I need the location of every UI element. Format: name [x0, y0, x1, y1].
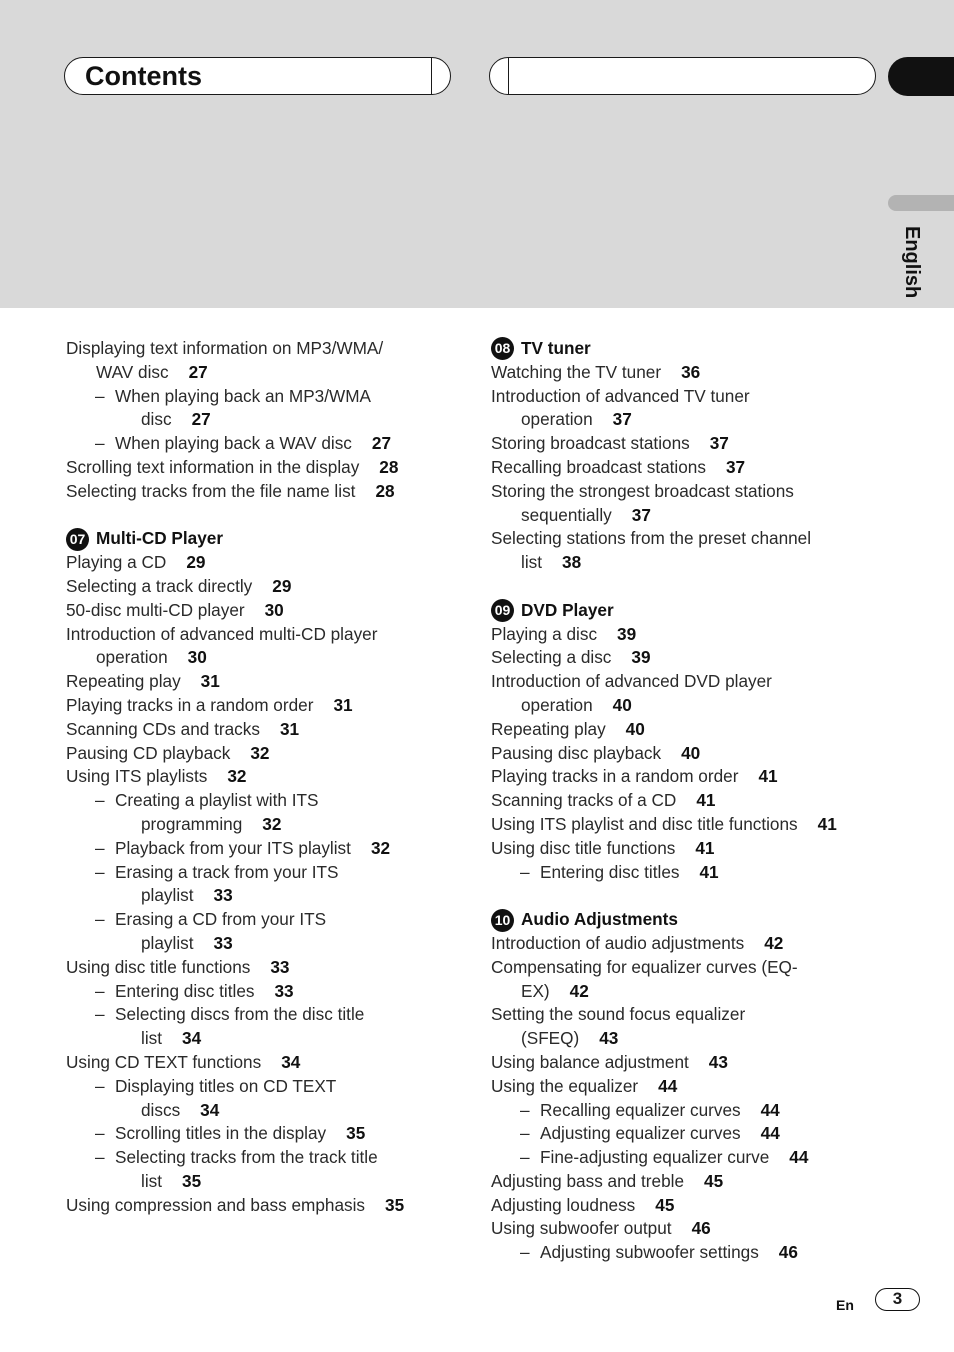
- toc-entry-text: (SFEQ): [521, 1028, 580, 1049]
- toc-entry[interactable]: [66, 908, 456, 932]
- toc-entry[interactable]: [66, 623, 456, 647]
- toc-page-number: 32: [370, 837, 391, 858]
- toc-entry-text: Scanning tracks of a CD: [491, 790, 677, 811]
- toc-entry[interactable]: [491, 765, 891, 789]
- toc-page-number: 42: [569, 980, 589, 1001]
- section-number-badge: 07: [66, 528, 89, 551]
- toc-page-number: 34: [281, 1051, 301, 1072]
- toc-entry[interactable]: [491, 980, 891, 1004]
- toc-entry-text: – Erasing a CD from your ITS: [115, 909, 326, 929]
- toc-page-number: 32: [227, 766, 247, 787]
- toc-entry-text: Selecting a track directly: [66, 575, 253, 596]
- toc-entry-text: Adjusting bass and treble: [491, 1170, 685, 1191]
- section-heading[interactable]: [491, 908, 891, 932]
- section-gap: [66, 504, 456, 528]
- toc-entry[interactable]: [491, 813, 891, 837]
- toc-page-number: 29: [272, 575, 292, 596]
- toc-entry[interactable]: [491, 1027, 891, 1051]
- toc-entry-text: EX): [521, 980, 550, 1001]
- toc-entry-text: list: [521, 552, 543, 573]
- toc-page-number: 42: [764, 932, 784, 953]
- toc-page-number: 29: [186, 552, 206, 573]
- pill-divider: [431, 58, 432, 94]
- toc-entry-text: Using CD TEXT functions: [66, 1051, 262, 1072]
- toc-entry-text: – Creating a playlist with ITS: [115, 790, 318, 810]
- toc-entry-text: Using disc title functions: [491, 837, 676, 858]
- toc-entry[interactable]: [491, 1146, 891, 1170]
- toc-page-number: 46: [691, 1218, 711, 1239]
- toc-entry-text: Introduction of advanced multi-CD player: [66, 623, 378, 644]
- footer-lang-code: En: [836, 1297, 854, 1313]
- section-heading[interactable]: [491, 337, 891, 361]
- toc-page-number: 37: [709, 433, 729, 454]
- toc-page-number: 27: [188, 361, 208, 382]
- toc-entry-text: Playing tracks in a random order: [66, 694, 314, 715]
- toc-page-number: 37: [725, 456, 746, 477]
- toc-entry[interactable]: [491, 623, 891, 647]
- toc-entry-text: Compensating for equalizer curves (EQ-: [491, 956, 798, 977]
- toc-page-number: 40: [625, 718, 645, 739]
- section-heading[interactable]: [491, 599, 891, 623]
- toc-entry-text: Selecting stations from the preset channel: [491, 528, 812, 549]
- section-gap: [491, 575, 891, 599]
- toc-entry-text: Using the equalizer: [491, 1075, 639, 1096]
- title-pill: [64, 57, 451, 95]
- toc-entry-text: Selecting a disc: [491, 647, 612, 668]
- toc-entry-text: – Adjusting equalizer curves: [540, 1123, 741, 1143]
- toc-entry-text: playlist: [141, 885, 194, 906]
- toc-entry[interactable]: [66, 1075, 456, 1099]
- toc-page-number: 41: [699, 861, 719, 882]
- toc-entry-text: Introduction of advanced DVD player: [491, 671, 772, 692]
- toc-page-number: 32: [250, 742, 270, 763]
- toc-entry-text: Playing a CD: [66, 552, 167, 573]
- toc-page-number: 31: [333, 694, 353, 715]
- toc-entry-text: – Selecting tracks from the track title: [115, 1147, 378, 1167]
- toc-entry-text: Pausing disc playback: [491, 742, 662, 763]
- toc-entry[interactable]: [491, 694, 891, 718]
- toc-page-number: 28: [375, 480, 395, 501]
- toc-page-number: 35: [346, 1123, 366, 1144]
- toc-entry[interactable]: [491, 1217, 891, 1241]
- section-tab-light: [888, 195, 954, 211]
- toc-entry[interactable]: [491, 385, 891, 409]
- toc-entry-text: Selecting tracks from the file name list: [66, 480, 356, 501]
- toc-page-number: 28: [379, 456, 399, 477]
- toc-entry-text: Storing broadcast stations: [491, 433, 690, 454]
- toc-entry[interactable]: [66, 599, 456, 623]
- toc-entry[interactable]: [66, 980, 456, 1004]
- toc-page-number: 33: [213, 885, 233, 906]
- toc-entry[interactable]: [491, 1075, 891, 1099]
- toc-page-number: 30: [264, 599, 284, 620]
- toc-page-number: 46: [778, 1242, 798, 1263]
- toc-entry-text: – When playing back an MP3/WMA: [115, 386, 371, 406]
- toc-entry-text: list: [141, 1170, 163, 1191]
- toc-entry-text: Using ITS playlists: [66, 766, 208, 787]
- toc-page-number: 41: [696, 790, 716, 811]
- toc-entry-text: Pausing CD playback: [66, 742, 231, 763]
- toc-entry-text: disc: [141, 409, 172, 430]
- toc-entry[interactable]: [491, 1099, 891, 1123]
- toc-entry[interactable]: [66, 1122, 456, 1146]
- toc-page-number: 41: [758, 766, 778, 787]
- toc-page-number: 27: [371, 433, 392, 454]
- toc-entry[interactable]: [491, 480, 891, 504]
- toc-entry-text: – Entering disc titles: [540, 862, 679, 882]
- toc-page-number: 30: [187, 647, 207, 668]
- toc-page-number: 27: [191, 409, 211, 430]
- toc-entry-text: discs: [141, 1099, 181, 1120]
- toc-entry[interactable]: [66, 337, 456, 361]
- section-number-badge: 09: [491, 599, 514, 622]
- toc-page-number: 40: [681, 742, 701, 763]
- toc-entry[interactable]: [491, 670, 891, 694]
- toc-entry[interactable]: [491, 408, 891, 432]
- toc-entry-text: – Entering disc titles: [115, 981, 254, 1001]
- toc-entry-text: operation: [521, 409, 593, 430]
- toc-entry-text: playlist: [141, 932, 194, 953]
- toc-entry[interactable]: [66, 456, 456, 480]
- toc-entry-text: operation: [521, 694, 593, 715]
- toc-entry-text: – Recalling equalizer curves: [540, 1100, 741, 1120]
- toc-entry[interactable]: [66, 1146, 456, 1170]
- toc-page-number: 45: [704, 1170, 724, 1191]
- toc-entry-text: – Displaying titles on CD TEXT: [115, 1076, 336, 1096]
- toc-entry-text: operation: [96, 647, 168, 668]
- toc-entry-text: Repeating play: [491, 718, 606, 739]
- toc-entry-text: Adjusting loudness: [491, 1194, 636, 1215]
- toc-page-number: 33: [213, 932, 233, 953]
- toc-entry-text: 50-disc multi-CD player: [66, 599, 245, 620]
- toc-entry-text: Introduction of advanced TV tuner: [491, 385, 750, 406]
- toc-entry[interactable]: [66, 480, 456, 504]
- section-gap: [491, 884, 891, 908]
- toc-entry[interactable]: [66, 765, 456, 789]
- pill-divider: [508, 58, 509, 94]
- header-band: [0, 0, 954, 308]
- toc-entry-text: Using ITS playlist and disc title functions: [491, 813, 798, 834]
- toc-page-number: 44: [760, 1123, 780, 1144]
- toc-entry[interactable]: [491, 432, 891, 456]
- toc-entry[interactable]: [66, 1170, 456, 1194]
- toc-entry-text: – Selecting discs from the disc title: [115, 1004, 364, 1024]
- toc-entry-text: programming: [141, 813, 243, 834]
- toc-page-number: 35: [182, 1170, 202, 1191]
- toc-page-number: 34: [182, 1028, 202, 1049]
- toc-entry[interactable]: [66, 361, 456, 385]
- toc-entry[interactable]: [66, 694, 456, 718]
- toc-entry[interactable]: [66, 718, 456, 742]
- toc-entry[interactable]: [491, 504, 891, 528]
- toc-entry[interactable]: [66, 742, 456, 766]
- section-tab-dark: [888, 57, 954, 96]
- section-number-badge: 10: [491, 909, 514, 932]
- toc-entry-text: Repeating play: [66, 671, 181, 692]
- toc-entry-text: Setting the sound focus equalizer: [491, 1004, 746, 1025]
- toc-page-number: 44: [658, 1075, 678, 1096]
- section-title: DVD Player: [521, 599, 614, 620]
- toc-page-number: 45: [655, 1194, 675, 1215]
- toc-entry[interactable]: [66, 646, 456, 670]
- toc-entry[interactable]: [66, 861, 456, 885]
- toc-entry-text: – Adjusting subwoofer settings: [540, 1242, 759, 1262]
- toc-entry-text: Using balance adjustment: [491, 1051, 689, 1072]
- toc-entry-text: WAV disc: [96, 361, 169, 382]
- toc-page-number: 39: [617, 623, 637, 644]
- toc-entry[interactable]: [66, 1051, 456, 1075]
- toc-entry[interactable]: [491, 1194, 891, 1218]
- toc-entry-text: Introduction of audio adjustments: [491, 932, 745, 953]
- toc-page-number: 43: [708, 1051, 728, 1072]
- toc-entry[interactable]: [66, 789, 456, 813]
- toc-entry-text: – Fine-adjusting equalizer curve: [540, 1147, 769, 1167]
- section-title: TV tuner: [521, 338, 591, 358]
- section-title: Multi-CD Player: [96, 528, 224, 549]
- toc-page-number: 31: [200, 671, 220, 692]
- toc-page-number: 34: [200, 1099, 220, 1120]
- toc-entry-text: list: [141, 1028, 163, 1049]
- toc-entry-text: Playing tracks in a random order: [491, 766, 739, 787]
- toc-page-number: 33: [274, 980, 294, 1001]
- toc-entry-text: – Scrolling titles in the display: [115, 1123, 326, 1143]
- toc-entry-text: Watching the TV tuner: [491, 361, 662, 382]
- toc-entry-text: Scanning CDs and tracks: [66, 718, 260, 739]
- toc-entry-text: Using disc title functions: [66, 956, 251, 977]
- section-heading[interactable]: [66, 527, 456, 551]
- toc-entry[interactable]: [66, 575, 456, 599]
- toc-page-number: 35: [385, 1194, 405, 1215]
- toc-entry-text: – When playing back a WAV disc: [115, 433, 352, 453]
- toc-page-number: 41: [695, 837, 715, 858]
- toc-entry[interactable]: [491, 1122, 891, 1146]
- toc-entry[interactable]: [491, 742, 891, 766]
- toc-entry[interactable]: [491, 527, 891, 551]
- page-title: Contents: [85, 61, 202, 91]
- toc-entry-text: – Playback from your ITS playlist: [115, 838, 351, 858]
- section-number-badge: 08: [491, 337, 514, 360]
- toc-entry[interactable]: [66, 408, 456, 432]
- toc-entry[interactable]: [491, 932, 891, 956]
- toc-entry[interactable]: [66, 670, 456, 694]
- toc-entry[interactable]: [66, 1194, 456, 1218]
- toc-page-number: 41: [817, 813, 837, 834]
- toc-entry[interactable]: [491, 837, 891, 861]
- toc-entry[interactable]: [491, 551, 891, 575]
- language-tab-label: English: [901, 226, 923, 299]
- toc-entry[interactable]: [491, 646, 891, 670]
- toc-entry[interactable]: [491, 361, 891, 385]
- toc-entry[interactable]: [66, 932, 456, 956]
- toc-page-number: 36: [681, 361, 701, 382]
- toc-entry[interactable]: [66, 1027, 456, 1051]
- toc-entry-text: Scrolling text information in the display: [66, 456, 360, 477]
- toc-entry[interactable]: [66, 884, 456, 908]
- toc-page-number: 33: [270, 956, 290, 977]
- toc-entry[interactable]: [491, 1003, 891, 1027]
- toc-entry-text: Storing the strongest broadcast stations: [491, 480, 794, 501]
- toc-page-number: 37: [631, 504, 651, 525]
- toc-entry[interactable]: [66, 1003, 456, 1027]
- toc-entry[interactable]: [66, 551, 456, 575]
- toc-entry[interactable]: [66, 813, 456, 837]
- toc-page-number: 43: [599, 1028, 619, 1049]
- toc-page-number: 44: [789, 1147, 809, 1168]
- toc-entry[interactable]: [491, 956, 891, 980]
- toc-entry[interactable]: [66, 956, 456, 980]
- section-title: Audio Adjustments: [521, 909, 678, 930]
- toc-entry-text: Displaying text information on MP3/WMA/: [66, 338, 384, 358]
- toc-page-number: 32: [262, 813, 282, 834]
- toc-page-number: 31: [279, 718, 300, 739]
- toc-entry[interactable]: [491, 861, 891, 885]
- toc-entry[interactable]: [491, 789, 891, 813]
- toc-entry[interactable]: [491, 456, 891, 480]
- toc-entry[interactable]: [491, 1170, 891, 1194]
- toc-entry-text: sequentially: [521, 504, 612, 525]
- page-number: 3: [875, 1288, 920, 1311]
- toc-entry[interactable]: [66, 837, 456, 861]
- toc-column-right: [491, 337, 891, 1265]
- toc-entry[interactable]: [491, 1051, 891, 1075]
- toc-entry[interactable]: [491, 718, 891, 742]
- toc-page-number: 38: [562, 552, 582, 573]
- toc-column-left: [66, 337, 456, 1217]
- toc-entry-text: Playing a disc: [491, 623, 598, 644]
- toc-entry[interactable]: [491, 1241, 891, 1265]
- toc-entry-text: Using subwoofer output: [491, 1218, 672, 1239]
- toc-page-number: 39: [631, 647, 651, 668]
- toc-page-number: 40: [612, 694, 632, 715]
- toc-page-number: 44: [760, 1099, 780, 1120]
- toc-entry-text: Recalling broadcast stations: [491, 456, 706, 477]
- toc-entry[interactable]: [66, 385, 456, 409]
- toc-entry[interactable]: [66, 1099, 456, 1123]
- toc-page-number: 37: [612, 409, 632, 430]
- toc-entry-text: – Erasing a track from your ITS: [115, 862, 339, 882]
- toc-entry-text: Using compression and bass emphasis: [66, 1194, 366, 1215]
- toc-entry[interactable]: [66, 432, 456, 456]
- empty-pill: [489, 57, 876, 95]
